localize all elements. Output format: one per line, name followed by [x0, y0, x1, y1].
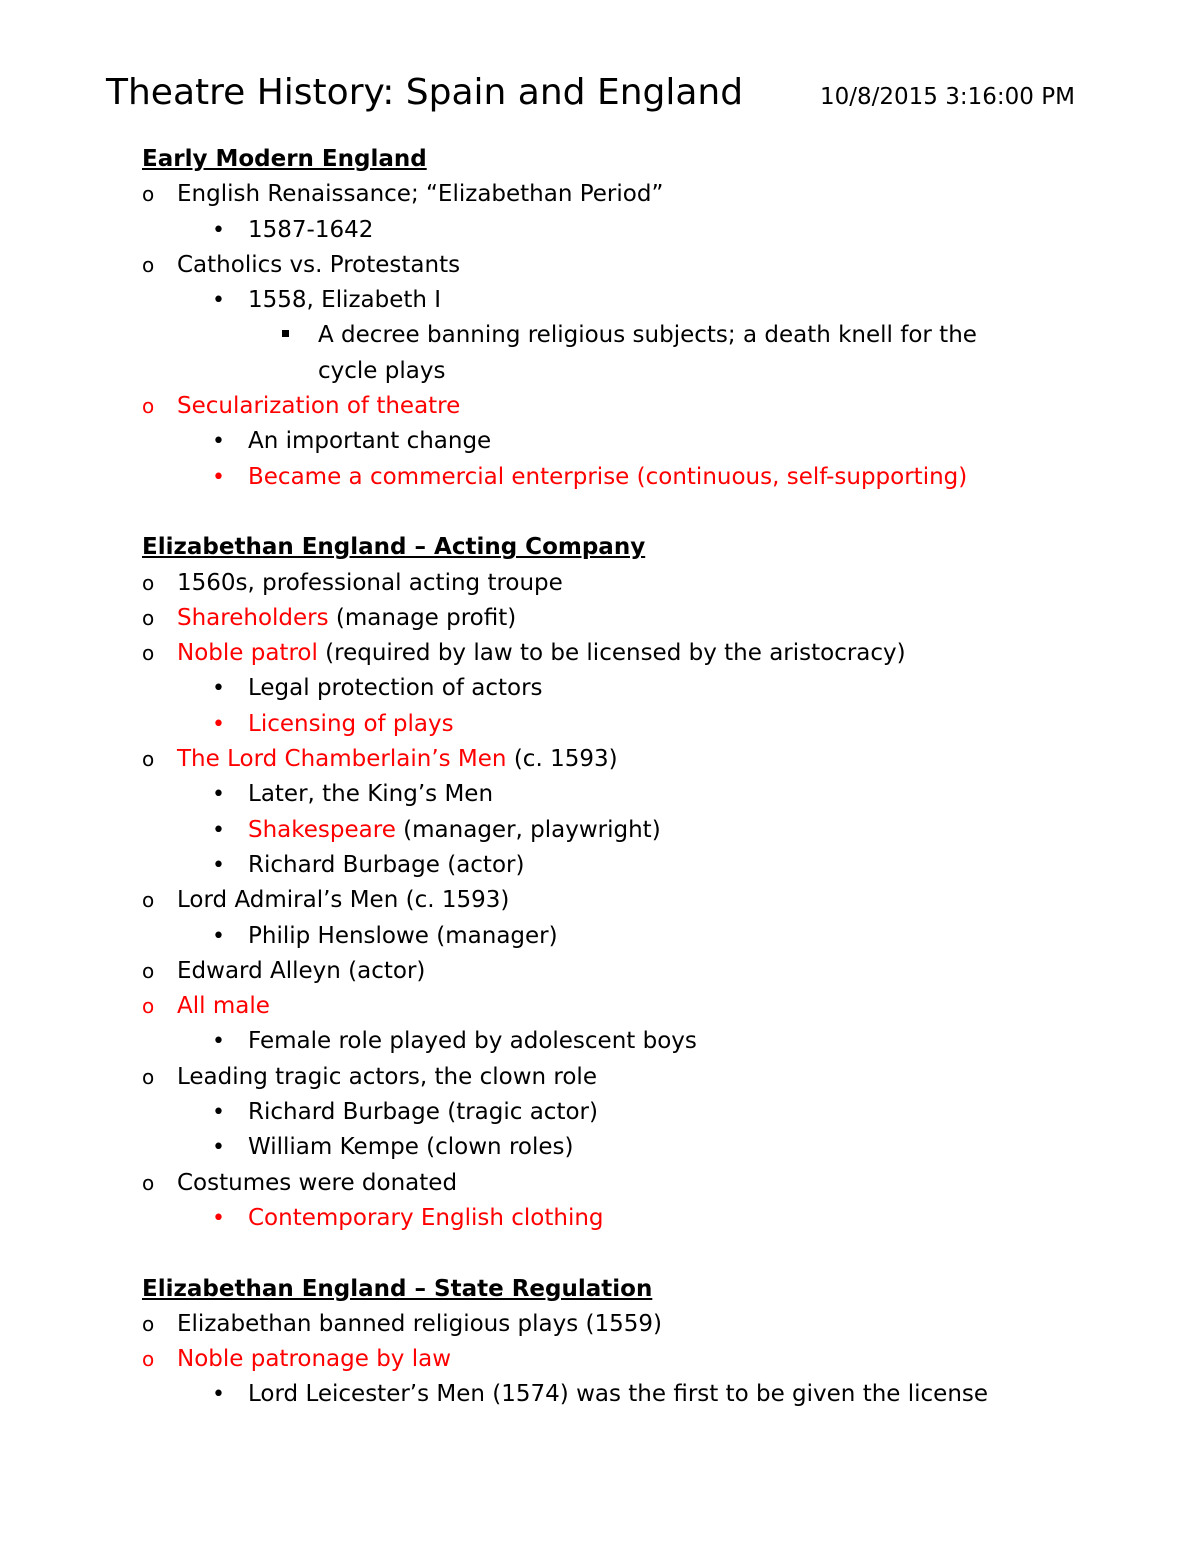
- dot-bullet-icon: •: [212, 711, 225, 737]
- page-title: Theatre History: Spain and England: [106, 72, 744, 113]
- list-item-text: (manage profit): [328, 604, 517, 631]
- list-item: [142, 707, 1142, 742]
- section-heading: Elizabethan England – State Regulation: [142, 1275, 653, 1302]
- list-item: [142, 989, 1142, 1024]
- list-item-text: Richard Burbage (actor): [248, 851, 525, 878]
- list-item-text: Became a commercial enterprise (continuous, self-supporting): [248, 463, 968, 490]
- list-item: [142, 671, 1142, 706]
- document-body: [142, 142, 1142, 1413]
- dot-bullet-icon: •: [212, 676, 225, 702]
- timestamp: 10/8/2015 3:16:00 PM: [820, 84, 1075, 110]
- list-item: [142, 283, 1142, 318]
- circle-bullet-icon: o: [142, 1347, 155, 1372]
- circle-bullet-icon: o: [142, 994, 155, 1019]
- list-item: [142, 460, 1142, 495]
- list-item: [142, 424, 1142, 459]
- dot-bullet-icon: •: [212, 1382, 225, 1408]
- circle-bullet-icon: o: [142, 605, 155, 630]
- list-item-highlight: Shareholders: [177, 604, 329, 631]
- list-item: [142, 177, 1142, 212]
- list-item: [142, 813, 1142, 848]
- list-item: [142, 1201, 1142, 1236]
- list-item-text: Costumes were donated: [177, 1169, 458, 1196]
- list-item-text: A decree banning religious subjects; a death knell for the cycle plays: [318, 322, 977, 384]
- list-item: [142, 566, 1142, 601]
- list-item: [142, 1024, 1142, 1059]
- list-item: [142, 389, 1142, 424]
- list-item-text: William Kempe (clown roles): [248, 1134, 574, 1161]
- list-item-text: An important change: [248, 428, 492, 455]
- list-item-text: Later, the King’s Men: [248, 781, 494, 808]
- section-acting-company: [142, 530, 1142, 1236]
- circle-bullet-icon: o: [142, 394, 155, 419]
- list-item-text: 1560s, professional acting troupe: [177, 569, 563, 596]
- circle-bullet-icon: o: [142, 1064, 155, 1089]
- list-item: [142, 1342, 1142, 1377]
- list-item: [142, 883, 1142, 918]
- list-item: [142, 1307, 1142, 1342]
- list-item: [142, 742, 1142, 777]
- circle-bullet-icon: o: [142, 641, 155, 666]
- dot-bullet-icon: •: [212, 464, 225, 490]
- list-item-text: Richard Burbage (tragic actor): [248, 1099, 598, 1126]
- list-item: [142, 601, 1142, 636]
- list-item: [142, 777, 1142, 812]
- list-item: [142, 636, 1142, 671]
- list-item: [142, 1377, 1142, 1412]
- list-item: [142, 919, 1142, 954]
- dot-bullet-icon: •: [212, 782, 225, 808]
- page-header: [106, 70, 1106, 120]
- list-item: [142, 248, 1142, 283]
- list-item-text: Catholics vs. Protestants: [177, 251, 461, 278]
- circle-bullet-icon: o: [142, 252, 155, 277]
- list-item-text: Leading tragic actors, the clown role: [177, 1063, 597, 1090]
- section-heading: Elizabethan England – Acting Company: [142, 534, 646, 561]
- list-item-text: 1558, Elizabeth I: [248, 287, 442, 314]
- circle-bullet-icon: o: [142, 1170, 155, 1195]
- dot-bullet-icon: •: [212, 429, 225, 455]
- circle-bullet-icon: o: [142, 888, 155, 913]
- list-item-text: Lord Leicester’s Men (1574) was the first to be given the license: [248, 1381, 989, 1408]
- list-item-text: Edward Alleyn (actor): [177, 957, 426, 984]
- list-item-text: Philip Henslowe (manager): [248, 922, 558, 949]
- circle-bullet-icon: o: [142, 747, 155, 772]
- dot-bullet-icon: •: [212, 288, 225, 314]
- list-item-text: Female role played by adolescent boys: [248, 1028, 697, 1055]
- list-item: [142, 318, 1018, 389]
- list-item-text: (manager, playwright): [395, 816, 661, 843]
- list-item: [142, 954, 1142, 989]
- list-item-text: 1587-1642: [248, 216, 374, 243]
- circle-bullet-icon: o: [142, 570, 155, 595]
- list-item-text: Licensing of plays: [248, 710, 454, 737]
- list-item-text: English Renaissance; “Elizabethan Period”: [177, 181, 664, 208]
- list-item-highlight: Noble patrol: [177, 640, 318, 667]
- circle-bullet-icon: o: [142, 182, 155, 207]
- dot-bullet-icon: •: [212, 1135, 225, 1161]
- list-item: [142, 848, 1142, 883]
- list-item-text: Noble patronage by law: [177, 1346, 452, 1373]
- circle-bullet-icon: o: [142, 958, 155, 983]
- list-item-text: Secularization of theatre: [177, 393, 461, 420]
- dot-bullet-icon: •: [212, 1205, 225, 1231]
- dot-bullet-icon: •: [212, 923, 225, 949]
- list-item: [142, 213, 1142, 248]
- list-item-text: (c. 1593): [506, 746, 618, 773]
- section-early-modern-england: [142, 142, 1142, 495]
- dot-bullet-icon: •: [212, 1100, 225, 1126]
- dot-bullet-icon: •: [212, 217, 225, 243]
- list-item-text: (required by law to be licensed by the aristocracy): [317, 640, 906, 667]
- list-item: [142, 1095, 1142, 1130]
- list-item-highlight: The Lord Chamberlain’s Men: [177, 746, 507, 773]
- square-bullet-icon: [282, 330, 289, 337]
- dot-bullet-icon: •: [212, 1029, 225, 1055]
- list-item: [142, 1060, 1142, 1095]
- list-item-text: Legal protection of actors: [248, 675, 543, 702]
- list-item-text: Lord Admiral’s Men (c. 1593): [177, 887, 510, 914]
- list-item-text: Elizabethan banned religious plays (1559): [177, 1310, 662, 1337]
- list-item: [142, 1166, 1142, 1201]
- list-item: [142, 1130, 1142, 1165]
- dot-bullet-icon: •: [212, 817, 225, 843]
- section-heading: Early Modern England: [142, 146, 427, 172]
- dot-bullet-icon: •: [212, 852, 225, 878]
- list-item-text: All male: [177, 993, 270, 1020]
- list-item-text: Contemporary English clothing: [248, 1204, 604, 1231]
- circle-bullet-icon: o: [142, 1311, 155, 1336]
- list-item-highlight: Shakespeare: [248, 816, 396, 843]
- section-state-regulation: [142, 1272, 1142, 1413]
